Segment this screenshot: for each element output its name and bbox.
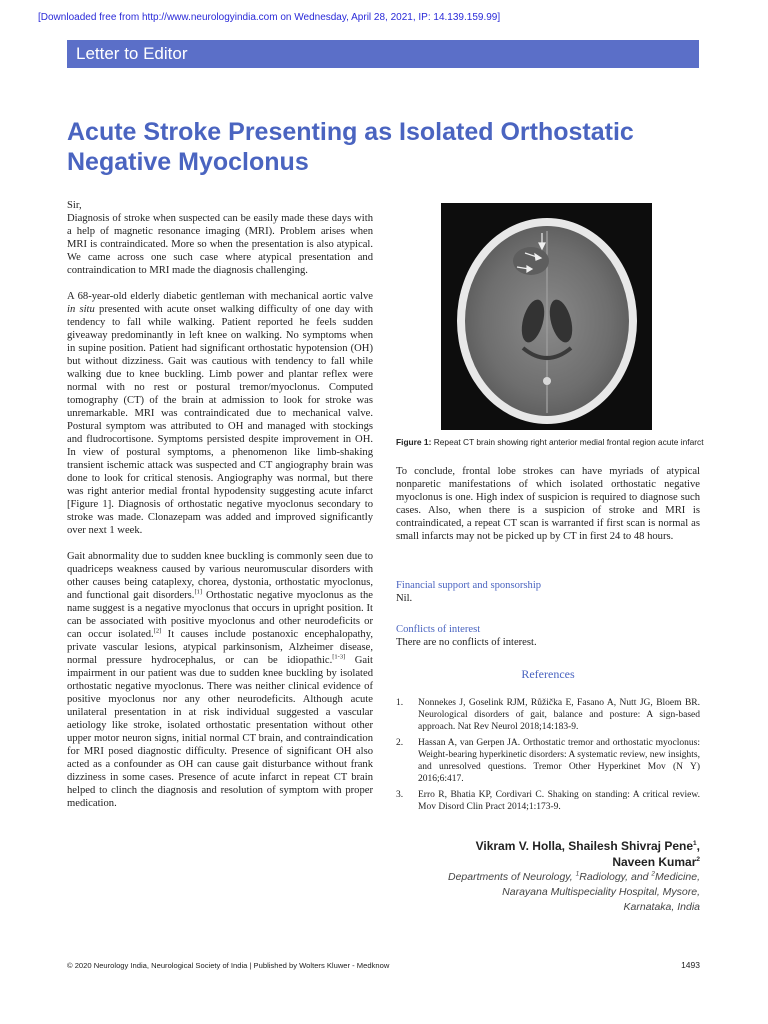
affil-sup-2: 2: [651, 870, 656, 878]
affil-part-3: Medicine,: [655, 871, 700, 883]
affil-part-1: Departments of Neurology,: [447, 871, 576, 883]
financial-text: Nil.: [396, 593, 413, 604]
ct-scan-graphic: [441, 203, 652, 430]
affiliation-line-1: [396, 870, 700, 885]
affil-sup-1: 1: [575, 870, 580, 878]
copyright-footer: © 2020 Neurology India, Neurological Society of India | Published by Wolters Kluwer - Medknow: [67, 961, 390, 970]
ref-citation-3[interactable]: [1-3]: [332, 653, 346, 661]
conflicts-section: [396, 623, 700, 649]
ref-citation-2[interactable]: [2]: [153, 627, 162, 635]
references-list: [396, 697, 700, 817]
author-names: [396, 838, 700, 870]
reference-item: [396, 789, 700, 813]
case-text-b: presented with acute onset walking difficulty of one day with tendency to fall while walking. Patient reported he feels sudden giveaway predominantly in left knee on walking. No symptoms when in supine position. Patient had significant orthostatic hypotension (OH) but without dizziness. Gait was cautious with tendency to fall while walking due to knee buckling. Limb power and plantar reflex were normal with no rest or postural tremor/myoclonus. Computed tomography (CT) of the brain at admission to look for stroke was unremarkable. MRI was contraindicated due to mechanical valve. Postural symptom was attributed to OH and managed with stockings and fludrocortisone. Symptoms persisted despite improvement in OH. In view of postural symptoms, a phenomenon like limb-shaking transient ischemic attack was suspected and CT angiography brain was done to look for critical stenosis. Angiography was normal, but there was right anterior medial frontal hypodensity suggesting acute infarct [Figure 1]. Diagnosis of orthostatic negative myoclonus secondary to stroke was made. Clonazepam was added and improved significantly over next 1 week.: [67, 304, 373, 536]
paragraph-intro: Diagnosis of stroke when suspected can be easily made these days with a help of magnetic resonance imaging (MRI). Problem arises when MRI is contraindicated. More so when the presentation is also atypical. We came across one such case where atypical presentation and contraindication to MRI made the diagnosis challenging.: [67, 213, 373, 276]
discussion-text-b: Orthostatic negative myoclonus as the name suggest is a negative myoclonus that occurs in upright position. It can be associated with positive myoclonus and other neurodeficits or can occur isolated.: [67, 590, 373, 640]
author-line-2: [396, 854, 700, 870]
reference-text[interactable]: Hassan A, van Gerpen JA. Orthostatic tremor and orthostatic myoclonus: Weight-bearing hyperkinetic disorders: A systematic review, new insights, and unresolved questions. Tremor Other Hyperkinet Mov (N Y) 2016;6:417.: [418, 738, 700, 784]
financial-heading: Financial support and sponsorship: [396, 580, 542, 591]
author-separator: ,: [696, 839, 700, 853]
author-sup-1: 1: [693, 840, 697, 847]
references-title: References: [521, 667, 575, 681]
affiliation-line-3: Karnataka, India: [623, 901, 700, 913]
figure-label: Figure 1:: [396, 437, 432, 447]
financial-section: [396, 579, 700, 605]
page-number: 1493: [681, 960, 700, 970]
article-title: Acute Stroke Presenting as Isolated Orthostatic Negative Myoclonus: [67, 118, 634, 176]
download-note[interactable]: [Downloaded free from http://www.neurologyindia.com on Wednesday, April 28, 2021, IP: 14.139.159.99]: [38, 12, 501, 23]
section-banner: [67, 40, 699, 68]
section-banner-label: Letter to Editor: [76, 44, 188, 63]
case-italic: in situ: [67, 304, 95, 315]
reference-number: 3.: [396, 790, 404, 800]
affiliation-line-2: Narayana Multispeciality Hospital, Mysore,: [502, 886, 700, 898]
discussion-text-d: Gait impairment in our patient was due to sudden knee buckling by isolated orthostatic negative myoclonus. There was neither clinical evidence of positive myoclonus nor any other neurodeficits. Although acute unilateral presentation in at risk individual suggested a vascular aetiology like stroke, isolated orthostatic presentation without other upper motor neuron signs, initial normal CT brain, and contraindication for MRI posed diagnostic difficulty. Presence of significant OH also acted as a confounder as OH can cause gait disturbance without frank dizziness in some cases. Presence of acute infarct in repeat CT brain helped to clinch the diagnosis and resolution of symptom with proper medication.: [67, 655, 373, 809]
discussion-text-c: It causes include postanoxic encephalopathy, private vascular lesions, atypical parkinsonism, Alzheimer disease, normal pressure hydrocephalus, or can be idiopathic.: [67, 629, 373, 666]
ref-citation-1[interactable]: [1]: [194, 588, 203, 596]
affiliation: [396, 870, 700, 915]
author-names-2: Naveen Kumar: [612, 855, 697, 869]
discussion-text-a: Gait abnormality due to sudden knee buckling is commonly seen due to quadriceps weakness caused by various neuromuscular disorders with other causes being cataplexy, chorea, dystonia, orthostatic myoclonus, and functional gait disorders.: [67, 551, 373, 601]
figure-caption: [396, 437, 706, 447]
author-sup-2: 2: [696, 856, 700, 863]
conflicts-text: There are no conflicts of interest.: [396, 637, 537, 648]
author-line-1: [396, 838, 700, 854]
paragraph-discussion: [67, 550, 373, 810]
conclusion-paragraph: To conclude, frontal lobe strokes can have myriads of atypical nonparetic manifestations of which isolated orthostatic negative myoclonus is one. High index of suspicion is required to diagnose such cases. Also, when there is a suspicion of stroke and MRI is contraindicated, a repeat CT scan is warranted if first scan is normal as small infarcts may not be picked up by CT in first 24 to 48 hours.: [396, 466, 700, 542]
reference-item: [396, 697, 700, 733]
paragraph-case: [67, 290, 373, 537]
case-text-a: A 68-year-old elderly diabetic gentleman with mechanical aortic valve: [67, 291, 373, 302]
reference-text[interactable]: Erro R, Bhatia KP, Cordivari C. Shaking on standing: A critical review. Mov Disord Clin Pract 2014;1:173-9.: [418, 790, 700, 812]
author-names-1: Vikram V. Holla, Shailesh Shivraj Pene: [475, 839, 694, 853]
reference-number: 2.: [396, 738, 404, 748]
body-left-column: [67, 199, 373, 823]
reference-item: [396, 737, 700, 785]
figure-caption-text: Repeat CT brain showing right anterior medial frontal region acute infarct: [431, 437, 704, 447]
reference-text[interactable]: Nonnekes J, Goselink RJM, Růžička E, Fasano A, Nutt JG, Bloem BR. Neurological disorders of gait, balance and posture: A sign-based approach. Nat Rev Neurol 2018;14:183-9.: [418, 698, 700, 732]
conflicts-heading: Conflicts of interest: [396, 624, 481, 635]
ct-brain-image: [441, 203, 652, 430]
affil-part-2: Radiology, and: [579, 871, 652, 883]
salutation: Sir,: [67, 200, 82, 211]
reference-number: 1.: [396, 698, 404, 708]
